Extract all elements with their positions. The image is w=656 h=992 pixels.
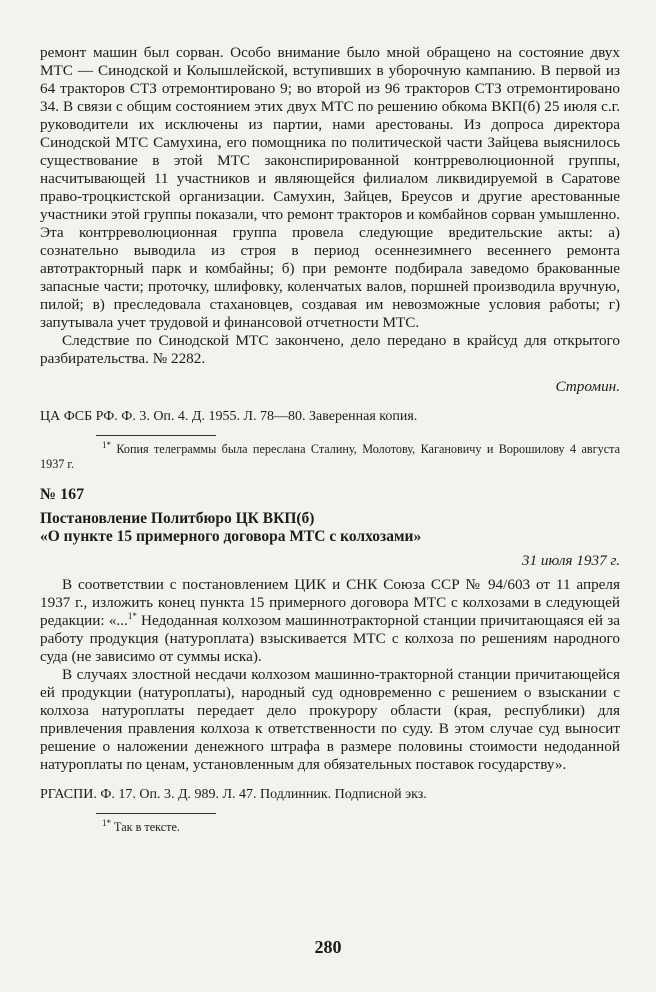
footnote-text: Так в тексте. [111, 820, 180, 834]
footnote-text: Копия телеграммы была переслана Сталину, Молотову, Кагановичу и Ворошилову 4 августа 1937 г. [40, 442, 620, 471]
document-date: 31 июля 1937 г. [521, 552, 620, 569]
document-title-line: Постановление Политбюро ЦК ВКП(б) [40, 510, 315, 527]
signature: Стромин. [555, 378, 620, 395]
footnote-marker: 1* [127, 610, 137, 621]
archival-source: ЦА ФСБ РФ. Ф. 3. Оп. 4. Д. 1955. Л. 78—80. Заверенная копия. [40, 409, 418, 424]
footnote-divider [96, 435, 216, 436]
body-paragraph: В случаях злостной несдачи колхозом машинно-тракторной станции причитающейся ей продукции (натуроплаты), народный суд одновременно с решением о взыскании с колхоза натуроплаты передает дело прокурору области (края, республики) для привлечения правления колхоза к ответственности по суду. В этом случае суд выносит решение о наложении денежного штрафа в размере половины стоимости недоданной натуроплаты по ценам, установленным для обязательных поставок государству». [40, 666, 620, 773]
footnote-divider [96, 813, 216, 814]
body-paragraph: ремонт машин был сорван. Особо внимание было мной обращено на состояние двух МТС — Синодской и Колышлейской, вступивших в уборочную кампанию. В первой из 64 тракторов СТЗ отремонтировано 9; во второй из 96 тракторов СТЗ отремонтировано 34. В связи с общим состоянием этих двух МТС по решению обкома ВКП(б) 25 июля с.г. руководители их исключены из партии, нами арестованы. Из допроса директора Синодской МТС Самухина, его помощника по политической части Зайцева выяснилось существование в этой МТС законспирированной контрреволюционной группы, насчитывающей 11 участников и являющейся филиалом ликвидируемой в Саратове право-троцкистской организации. Самухин, Зайцев, Бреусов и другие арестованные участники этой группы показали, что ремонт тракторов и комбайнов сорван умышленно. Эта контрреволюционная группа провела следующие вредительские акты: а) сознательно выводила из строя в период осеннезимнего весеннего ремонта автотракторный парк и комбайны; б) при ремонте подбирала заведомо бракованные запасные части; проточку, шлифовку, коленчатых валов, поршней производила вручную, пилой; в) преследовала стахановцев, создавая им невозможные условия работы; г) запутывала учет трудовой и финансовой отчетности МТС. [40, 44, 620, 331]
page-number: 280 [314, 937, 342, 957]
footnote-marker: 1* [102, 439, 111, 450]
document-number: № 167 [40, 486, 85, 503]
archival-source: РГАСПИ. Ф. 17. Оп. 3. Д. 989. Л. 47. Подлинник. Подписной экз. [40, 787, 427, 802]
document-title [40, 510, 620, 546]
document-title-line: «О пункте 15 примерного договора МТС с колхозами» [40, 528, 422, 545]
footnote [40, 439, 620, 472]
body-paragraph: Следствие по Синодской МТС закончено, дело передано в крайсуд для открытого разбирательства. № 2282. [40, 332, 620, 367]
footnote-marker: 1* [102, 817, 111, 828]
footnote [40, 817, 620, 835]
body-paragraph [40, 576, 620, 666]
paragraph-text: Недоданная колхозом машиннотракторной станции причитающаяся ей за работу продукция (натуроплата) взыскивается МТС с колхоза по решениям народного суда (не зависимо от суммы иска). [40, 612, 620, 665]
paragraph-text: В соответствии с постановлением ЦИК и СНК Союза ССР № 94/603 от 11 апреля 1937 г., изложить конец пункта 15 примерного договора МТС с колхозами в следующей редакции: «... [40, 576, 620, 629]
